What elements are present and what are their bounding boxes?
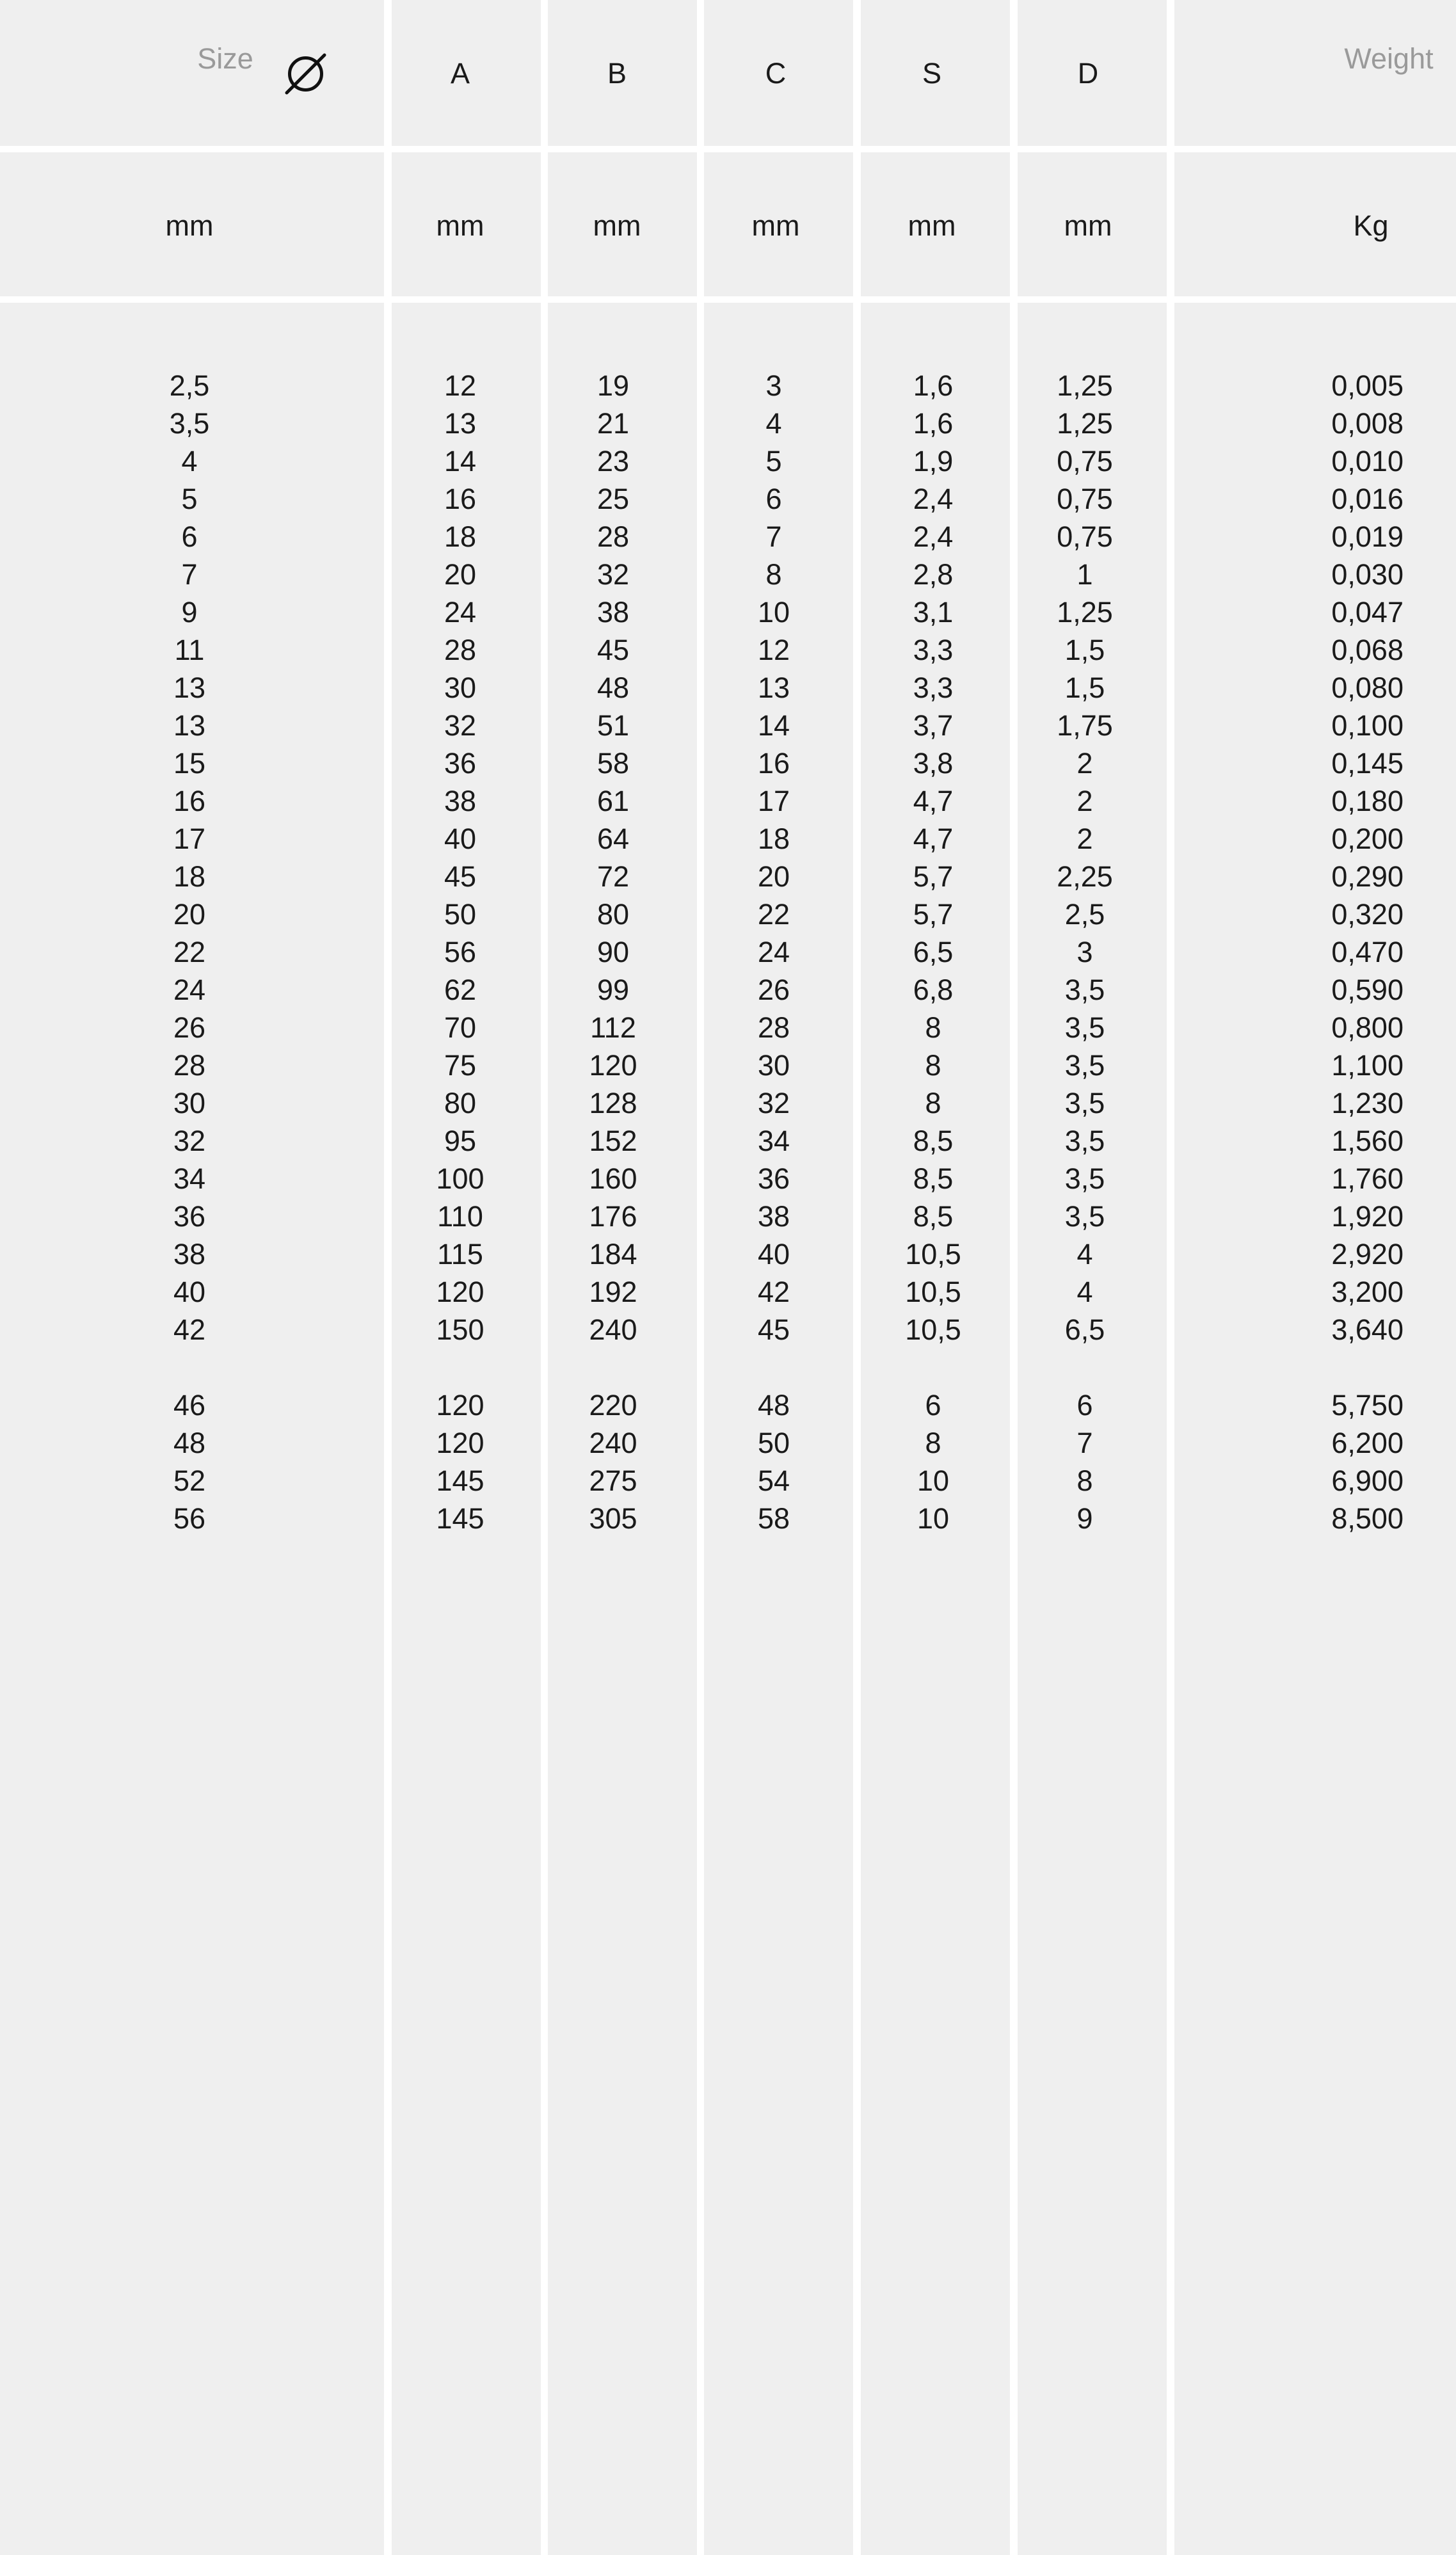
table-cell-s: 10,5 xyxy=(905,1276,961,1308)
table-cell-d: 3,5 xyxy=(1064,1087,1105,1119)
table-cell-d: 2,25 xyxy=(1057,860,1113,893)
header-c: C xyxy=(765,57,787,90)
table-cell-s: 8 xyxy=(925,1011,941,1044)
table-cell-weight: 1,920 xyxy=(1331,1200,1404,1233)
table-cell-c: 50 xyxy=(757,1427,790,1459)
table-cell-weight: 0,008 xyxy=(1331,407,1404,440)
table-cell-s: 10,5 xyxy=(905,1238,961,1270)
table-cell-s: 2,4 xyxy=(913,483,954,515)
table-cell-d: 1,5 xyxy=(1064,671,1105,704)
table-cell-d: 0,75 xyxy=(1057,445,1113,477)
table-cell-s: 5,7 xyxy=(913,860,954,893)
table-cell-s: 3,8 xyxy=(913,747,954,780)
table-cell-a: 28 xyxy=(444,634,477,666)
table-cell-weight: 2,920 xyxy=(1331,1238,1404,1270)
table-cell-size: 38 xyxy=(173,1238,206,1270)
table-cell-weight: 1,100 xyxy=(1331,1049,1404,1082)
table-cell-b: 28 xyxy=(596,520,630,553)
table-cell-b: 305 xyxy=(589,1502,637,1535)
table-cell-weight: 1,560 xyxy=(1331,1125,1404,1157)
unit-size: mm xyxy=(165,209,214,242)
table-cell-b: 32 xyxy=(596,558,630,591)
table-cell-d: 3,5 xyxy=(1064,973,1105,1006)
table-cell-a: 150 xyxy=(436,1313,484,1346)
table-cell-size: 22 xyxy=(173,936,206,968)
table-cell-size: 42 xyxy=(173,1313,206,1346)
table-cell-c: 18 xyxy=(757,822,790,855)
header-a: A xyxy=(450,57,470,90)
table-cell-size: 48 xyxy=(173,1427,206,1459)
table-cell-weight: 8,500 xyxy=(1331,1502,1404,1535)
column-weight xyxy=(1174,0,1456,2555)
table-cell-b: 23 xyxy=(596,445,630,477)
table-cell-a: 145 xyxy=(436,1502,484,1535)
table-cell-size: 28 xyxy=(173,1049,206,1082)
table-cell-weight: 0,290 xyxy=(1331,860,1404,893)
table-cell-d: 3,5 xyxy=(1064,1125,1105,1157)
table-cell-s: 6 xyxy=(925,1389,941,1422)
table-cell-c: 22 xyxy=(757,898,790,931)
table-cell-weight: 0,800 xyxy=(1331,1011,1404,1044)
table-cell-s: 8 xyxy=(925,1087,941,1119)
table-cell-a: 120 xyxy=(436,1427,484,1459)
table-cell-weight: 0,200 xyxy=(1331,822,1404,855)
table-cell-size: 20 xyxy=(173,898,206,931)
table-cell-weight: 6,200 xyxy=(1331,1427,1404,1459)
units-divider xyxy=(0,296,1456,303)
table-cell-weight: 0,010 xyxy=(1331,445,1404,477)
table-cell-d: 2 xyxy=(1076,785,1093,817)
table-cell-b: 64 xyxy=(596,822,630,855)
table-cell-a: 75 xyxy=(444,1049,477,1082)
table-cell-s: 2,8 xyxy=(913,558,954,591)
table-cell-s: 2,4 xyxy=(913,520,954,553)
table-cell-b: 45 xyxy=(596,634,630,666)
unit-d: mm xyxy=(1064,209,1112,242)
table-cell-c: 6 xyxy=(765,483,782,515)
table-cell-d: 1,25 xyxy=(1057,369,1113,402)
table-cell-size: 18 xyxy=(173,860,206,893)
table-cell-s: 1,6 xyxy=(913,407,954,440)
unit-s: mm xyxy=(908,209,956,242)
table-cell-b: 128 xyxy=(589,1087,637,1119)
table-cell-c: 12 xyxy=(757,634,790,666)
table-cell-d: 7 xyxy=(1076,1427,1093,1459)
table-cell-c: 34 xyxy=(757,1125,790,1157)
table-cell-a: 13 xyxy=(444,407,477,440)
table-cell-weight: 0,320 xyxy=(1331,898,1404,931)
table-cell-c: 8 xyxy=(765,558,782,591)
unit-weight: Kg xyxy=(1353,209,1389,242)
table-cell-b: 160 xyxy=(589,1162,637,1195)
table-cell-size: 40 xyxy=(173,1276,206,1308)
table-cell-c: 4 xyxy=(765,407,782,440)
table-cell-b: 48 xyxy=(596,671,630,704)
table-cell-c: 58 xyxy=(757,1502,790,1535)
table-cell-a: 62 xyxy=(444,973,477,1006)
table-cell-d: 0,75 xyxy=(1057,520,1113,553)
table-cell-b: 112 xyxy=(590,1011,636,1044)
table-cell-c: 40 xyxy=(757,1238,790,1270)
table-cell-s: 6,5 xyxy=(913,936,954,968)
table-cell-s: 6,8 xyxy=(913,973,954,1006)
table-cell-b: 38 xyxy=(596,596,630,629)
table-cell-b: 192 xyxy=(589,1276,637,1308)
table-cell-weight: 0,068 xyxy=(1331,634,1404,666)
table-cell-a: 70 xyxy=(444,1011,477,1044)
table-cell-c: 13 xyxy=(757,671,790,704)
table-cell-size: 17 xyxy=(173,822,206,855)
table-cell-b: 152 xyxy=(589,1125,637,1157)
table-cell-a: 36 xyxy=(444,747,477,780)
table-cell-c: 42 xyxy=(757,1276,790,1308)
table-cell-c: 48 xyxy=(757,1389,790,1422)
table-cell-d: 1,25 xyxy=(1057,596,1113,629)
table-cell-d: 3 xyxy=(1076,936,1093,968)
table-cell-s: 8,5 xyxy=(913,1162,954,1195)
table-cell-a: 40 xyxy=(444,822,477,855)
table-cell-a: 50 xyxy=(444,898,477,931)
table-cell-d: 2,5 xyxy=(1064,898,1105,931)
table-cell-d: 1,25 xyxy=(1057,407,1113,440)
table-cell-b: 25 xyxy=(596,483,630,515)
table-cell-size: 5 xyxy=(181,483,198,515)
table-cell-size: 13 xyxy=(173,671,206,704)
table-cell-d: 1,5 xyxy=(1064,634,1105,666)
table-cell-c: 5 xyxy=(765,445,782,477)
table-cell-s: 10,5 xyxy=(905,1313,961,1346)
table-cell-weight: 0,019 xyxy=(1331,520,1404,553)
table-cell-d: 1 xyxy=(1076,558,1093,591)
table-cell-size: 56 xyxy=(173,1502,206,1535)
table-cell-c: 16 xyxy=(757,747,790,780)
table-cell-weight: 0,180 xyxy=(1331,785,1404,817)
table-cell-b: 99 xyxy=(596,973,630,1006)
table-cell-d: 6,5 xyxy=(1064,1313,1105,1346)
table-cell-size: 2,5 xyxy=(169,369,210,402)
table-cell-size: 7 xyxy=(181,558,198,591)
table-cell-s: 8,5 xyxy=(913,1200,954,1233)
table-cell-s: 5,7 xyxy=(913,898,954,931)
table-cell-a: 12 xyxy=(444,369,477,402)
table-cell-size: 16 xyxy=(173,785,206,817)
table-cell-weight: 0,030 xyxy=(1331,558,1404,591)
table-cell-size: 36 xyxy=(173,1200,206,1233)
table-cell-a: 120 xyxy=(436,1389,484,1422)
table-cell-size: 9 xyxy=(181,596,198,629)
table-cell-c: 17 xyxy=(757,785,790,817)
table-cell-weight: 3,200 xyxy=(1331,1276,1404,1308)
table-cell-d: 3,5 xyxy=(1064,1011,1105,1044)
table-cell-size: 4 xyxy=(181,445,198,477)
table-cell-s: 8,5 xyxy=(913,1125,954,1157)
table-cell-a: 24 xyxy=(444,596,477,629)
table-cell-a: 45 xyxy=(444,860,477,893)
table-cell-s: 8 xyxy=(925,1427,941,1459)
table-cell-weight: 0,590 xyxy=(1331,973,1404,1006)
table-cell-c: 36 xyxy=(757,1162,790,1195)
unit-b: mm xyxy=(593,209,641,242)
table-cell-d: 8 xyxy=(1076,1464,1093,1497)
header-weight: Weight xyxy=(1344,42,1434,75)
table-cell-s: 3,7 xyxy=(913,709,954,742)
table-cell-b: 58 xyxy=(596,747,630,780)
table-cell-size: 46 xyxy=(173,1389,206,1422)
table-cell-s: 4,7 xyxy=(913,785,954,817)
table-cell-a: 14 xyxy=(444,445,477,477)
table-cell-a: 32 xyxy=(444,709,477,742)
table-cell-weight: 3,640 xyxy=(1331,1313,1404,1346)
table-cell-c: 28 xyxy=(757,1011,790,1044)
table-cell-a: 56 xyxy=(444,936,477,968)
table-cell-s: 8 xyxy=(925,1049,941,1082)
table-cell-s: 10 xyxy=(916,1464,950,1497)
table-cell-a: 120 xyxy=(436,1276,484,1308)
unit-a: mm xyxy=(436,209,484,242)
table-cell-a: 100 xyxy=(436,1162,484,1195)
table-cell-d: 3,5 xyxy=(1064,1049,1105,1082)
table-cell-d: 4 xyxy=(1076,1238,1093,1270)
table-cell-b: 80 xyxy=(596,898,630,931)
header-d: D xyxy=(1077,57,1099,90)
table-cell-a: 20 xyxy=(444,558,477,591)
table-cell-size: 34 xyxy=(173,1162,206,1195)
table-cell-c: 45 xyxy=(757,1313,790,1346)
table-cell-weight: 0,047 xyxy=(1331,596,1404,629)
table-cell-weight: 6,900 xyxy=(1331,1464,1404,1497)
table-cell-size: 32 xyxy=(173,1125,206,1157)
table-cell-s: 1,9 xyxy=(913,445,954,477)
table-cell-a: 16 xyxy=(444,483,477,515)
table-cell-c: 7 xyxy=(765,520,782,553)
table-cell-c: 32 xyxy=(757,1087,790,1119)
table-cell-size: 24 xyxy=(173,973,206,1006)
header-b: B xyxy=(607,57,627,90)
table-cell-b: 72 xyxy=(596,860,630,893)
table-cell-weight: 1,230 xyxy=(1331,1087,1404,1119)
table-cell-a: 115 xyxy=(437,1238,483,1270)
table-cell-a: 18 xyxy=(444,520,477,553)
table-cell-weight: 1,760 xyxy=(1331,1162,1404,1195)
table-cell-c: 26 xyxy=(757,973,790,1006)
table-cell-d: 0,75 xyxy=(1057,483,1113,515)
header-size: Size xyxy=(197,42,253,75)
table-cell-size: 52 xyxy=(173,1464,206,1497)
table-cell-b: 275 xyxy=(589,1464,637,1497)
table-cell-size: 13 xyxy=(173,709,206,742)
table-cell-b: 21 xyxy=(596,407,630,440)
table-cell-s: 3,1 xyxy=(913,596,954,629)
table-cell-s: 10 xyxy=(916,1502,950,1535)
table-cell-c: 38 xyxy=(757,1200,790,1233)
table-cell-a: 110 xyxy=(437,1200,483,1233)
table-cell-b: 184 xyxy=(589,1238,637,1270)
table-cell-a: 95 xyxy=(444,1125,477,1157)
table-cell-b: 220 xyxy=(589,1389,637,1422)
table-cell-d: 2 xyxy=(1076,822,1093,855)
table-cell-size: 30 xyxy=(173,1087,206,1119)
table-cell-weight: 0,016 xyxy=(1331,483,1404,515)
table-cell-weight: 0,080 xyxy=(1331,671,1404,704)
table-cell-weight: 0,470 xyxy=(1331,936,1404,968)
table-cell-b: 51 xyxy=(596,709,630,742)
table-cell-d: 6 xyxy=(1076,1389,1093,1422)
table-cell-d: 3,5 xyxy=(1064,1200,1105,1233)
table-cell-a: 145 xyxy=(436,1464,484,1497)
table-cell-b: 120 xyxy=(589,1049,637,1082)
table-cell-c: 24 xyxy=(757,936,790,968)
table-cell-d: 1,75 xyxy=(1057,709,1113,742)
table-cell-b: 90 xyxy=(596,936,630,968)
unit-c: mm xyxy=(751,209,800,242)
table-cell-b: 240 xyxy=(589,1427,637,1459)
header-s: S xyxy=(922,57,942,90)
table-cell-a: 80 xyxy=(444,1087,477,1119)
table-cell-size: 6 xyxy=(181,520,198,553)
table-cell-size: 15 xyxy=(173,747,206,780)
table-cell-weight: 0,005 xyxy=(1331,369,1404,402)
table-cell-s: 3,3 xyxy=(913,634,954,666)
table-cell-s: 3,3 xyxy=(913,671,954,704)
table-cell-c: 3 xyxy=(765,369,782,402)
table-cell-b: 19 xyxy=(596,369,630,402)
table-cell-weight: 0,100 xyxy=(1331,709,1404,742)
table-cell-c: 30 xyxy=(757,1049,790,1082)
table-cell-size: 3,5 xyxy=(169,407,210,440)
table-cell-d: 2 xyxy=(1076,747,1093,780)
table-cell-c: 14 xyxy=(757,709,790,742)
header-divider xyxy=(0,146,1456,152)
table-cell-d: 3,5 xyxy=(1064,1162,1105,1195)
table-cell-size: 26 xyxy=(173,1011,206,1044)
table-cell-weight: 0,145 xyxy=(1331,747,1404,780)
diameter-icon xyxy=(282,50,330,98)
table-cell-c: 54 xyxy=(757,1464,790,1497)
table-cell-c: 20 xyxy=(757,860,790,893)
table-cell-b: 240 xyxy=(589,1313,637,1346)
table-cell-size: 11 xyxy=(174,634,205,666)
table-cell-b: 176 xyxy=(589,1200,637,1233)
table-cell-a: 30 xyxy=(444,671,477,704)
table-cell-d: 9 xyxy=(1076,1502,1093,1535)
table-cell-b: 61 xyxy=(596,785,630,817)
table-cell-s: 1,6 xyxy=(913,369,954,402)
table-cell-weight: 5,750 xyxy=(1331,1389,1404,1422)
table-cell-d: 4 xyxy=(1076,1276,1093,1308)
table-cell-c: 10 xyxy=(757,596,790,629)
table-cell-s: 4,7 xyxy=(913,822,954,855)
table-cell-a: 38 xyxy=(444,785,477,817)
